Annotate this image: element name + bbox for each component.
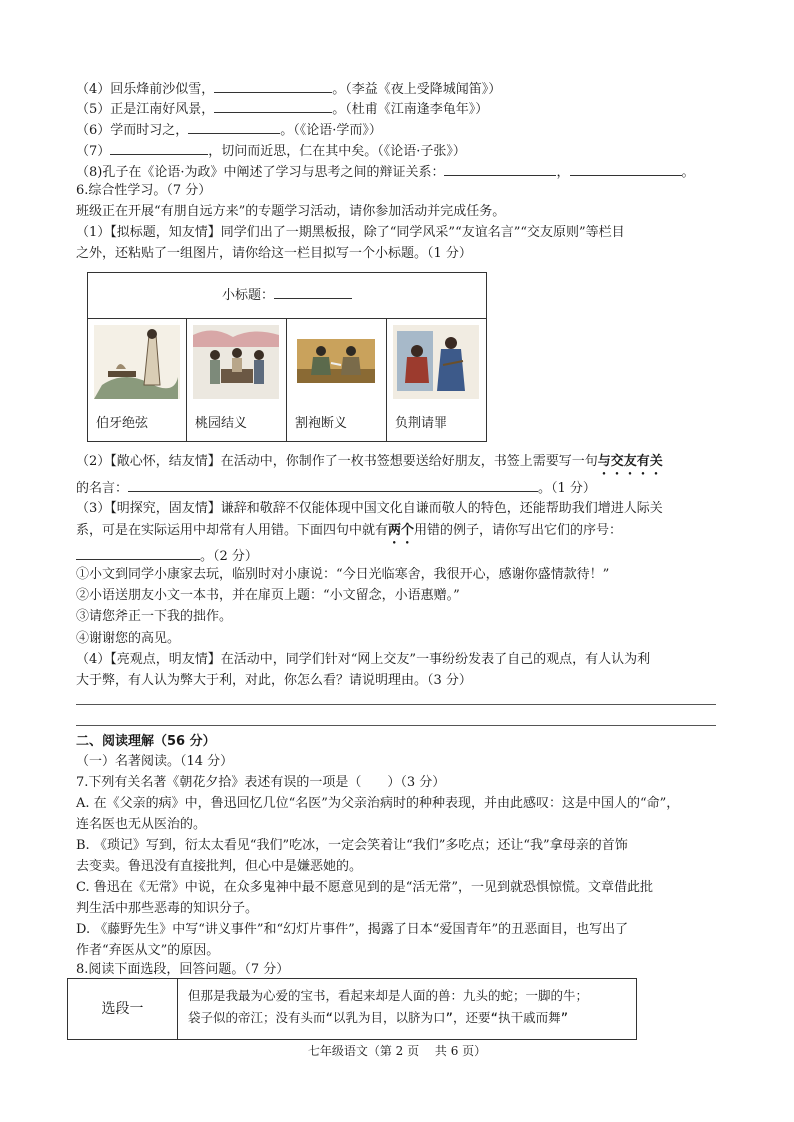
q7-option-c-line1: C. 鲁迅在《无常》中说，在众多鬼神中最不愿意见到的是“活无常”，一见到就恐惧惊慌。文章借此批 (76, 880, 654, 895)
option-1: ①小文到同学小康家去玩，临别时对小康说：“今日光临寒舍，我很开心，感谢你盛情款待！” (76, 567, 610, 582)
q6-part4-line1: （4）【亮观点，明友情】在活动中，同学们针对“网上交友”一事纷纷发表了自己的观点，有人认为利 (76, 652, 651, 667)
q6-title: 6.综合性学习。（7 分） (76, 183, 212, 198)
q6-part2-line2: 的名言： 。（1 分） (76, 477, 596, 498)
answer-blank[interactable] (110, 140, 208, 155)
picture-table (87, 272, 487, 442)
emphasis-text: 与交友有关 (597, 454, 663, 469)
answer-blank[interactable] (128, 477, 538, 492)
q6-part2-line1: （2）【敞心怀，结友情】在活动中，你制作了一枚书签想要送给好朋友，书签上需要写一句与交友有关 (76, 454, 663, 469)
option-4: ④谢谢您的高见。 (76, 631, 181, 646)
picture-cell-taoyuan (187, 319, 287, 441)
q5-item-7: （7） ，切问而近思，仁在其中矣。（《论语·子张》） (76, 140, 466, 161)
page-footer: 七年级语文（第 2 页 共 6 页） (307, 1044, 487, 1058)
answer-blank[interactable] (214, 98, 332, 113)
excerpt-text: 但那是我最为心爱的宝书，看起来却是人面的兽：九头的蛇；一脚的牛； 袋子似的帝江；没有头而“以乳为目，以脐为口”，还要“执干戚而舞” (188, 988, 589, 1025)
excerpt-label: 选段一 (68, 979, 178, 1039)
q6-part3-line1: （3）【明探究，固友情】谦辞和敬辞不仅能体现中国文化自谦而敬人的特色，还能帮助我们增进人际关 (76, 501, 663, 516)
q6-part3-line3: 。（2 分） (76, 545, 258, 566)
q7-option-a-line1: A. 在《父亲的病》中，鲁迅回忆几位“名医”为父亲治病时的种种表现，并由此感叹：这是中国人的“命”， (76, 796, 680, 811)
painting-taoyuan-icon (193, 325, 279, 399)
answer-line[interactable] (76, 725, 716, 726)
painting-fujing-icon (393, 325, 479, 399)
subtitle-row: 小标题： (88, 273, 486, 319)
picture-cell-fujing (387, 319, 486, 441)
q7-option-b-line2: 去变卖。鲁迅没有直接批判，但心中是嫌恶她的。 (76, 859, 363, 874)
q5-item-6: （6）学而时习之， 。（《论语·学而》） (76, 119, 382, 140)
q7-option-d-line1: D. 《藤野先生》中写“讲义事件”和“幻灯片事件”，揭露了日本“爱国青年”的丑恶面目，也写出了 (76, 922, 629, 937)
q7-option-b-line1: B. 《琐记》写到，衍太太看见“我们”吃冰，一定会笑着让“我们”多吃点；还让“我”拿母亲的首饰 (76, 838, 628, 853)
answer-blank[interactable] (76, 545, 200, 560)
picture-caption: 桃园结义 (195, 416, 248, 431)
q7-option-c-line2: 判生活中那些恶毒的知识分子。 (76, 901, 259, 916)
q8-stem: 8.阅读下面选段，回答问题。（7 分） (76, 962, 290, 977)
option-3: ③请您斧正一下我的拙作。 (76, 609, 233, 624)
section-title: 二、阅读理解（56 分） (76, 734, 216, 749)
subsection-title: （一）名著阅读。（14 分） (76, 754, 234, 769)
q6-part4-line2: 大于弊，有人认为弊大于利，对此，你怎么看？请说明理由。（3 分） (76, 673, 472, 688)
q5-item-5: （5）正是江南好风景， 。（杜甫《江南逢李龟年》） (76, 98, 488, 119)
picture-cell-gepao (287, 319, 387, 441)
q5-item-8: （8)孔子在《论语·为政》中阐述了学习与思考之间的辩证关系： ， 。 (76, 161, 695, 182)
answer-blank[interactable] (570, 161, 682, 176)
q7-option-d-line2: 作者“弃医从文”的原因。 (76, 943, 220, 958)
q6-part1-line1: （1）【拟标题，知友情】同学们出了一期黑板报，除了“同学风采”“友谊名言”“交友原则”等栏目 (76, 225, 625, 240)
option-2: ②小语送朋友小文一本书，并在扉页上题：“小文留念，小语惠赠。” (76, 588, 460, 603)
answer-blank[interactable] (188, 119, 280, 134)
painting-boya-icon (94, 325, 180, 399)
picture-cell-boya (88, 319, 187, 441)
excerpt-table (67, 978, 637, 1040)
subtitle-blank[interactable] (274, 284, 352, 299)
q6-part3-line2: 系，可是在实际运用中却常有人用错。下面四句中就有两个用错的例子，请你写出它们的序号： (76, 523, 623, 538)
q7-stem: 7.下列有关名著《朝花夕拾》表述有误的一项是（ ）（3 分） (76, 775, 446, 790)
picture-caption: 负荆请罪 (395, 416, 448, 431)
answer-blank[interactable] (214, 78, 332, 93)
q5-item-4: （4）回乐烽前沙似雪， 。（李益《夜上受降城闻笛》） (76, 78, 501, 99)
picture-caption: 割袍断义 (295, 416, 348, 431)
painting-gepao-icon (293, 325, 379, 399)
answer-line[interactable] (76, 704, 716, 705)
picture-caption: 伯牙绝弦 (96, 416, 149, 431)
answer-blank[interactable] (444, 161, 556, 176)
q6-intro: 班级正在开展“有朋自远方来”的专题学习活动，请你参加活动并完成任务。 (76, 204, 506, 219)
q6-part1-line2: 之外，还粘贴了一组图片，请你给这一栏目拟写一个小标题。（1 分） (76, 246, 472, 261)
emphasis-text: 两个 (388, 523, 415, 538)
q7-option-a-line2: 连名医也无从医治的。 (76, 817, 207, 832)
